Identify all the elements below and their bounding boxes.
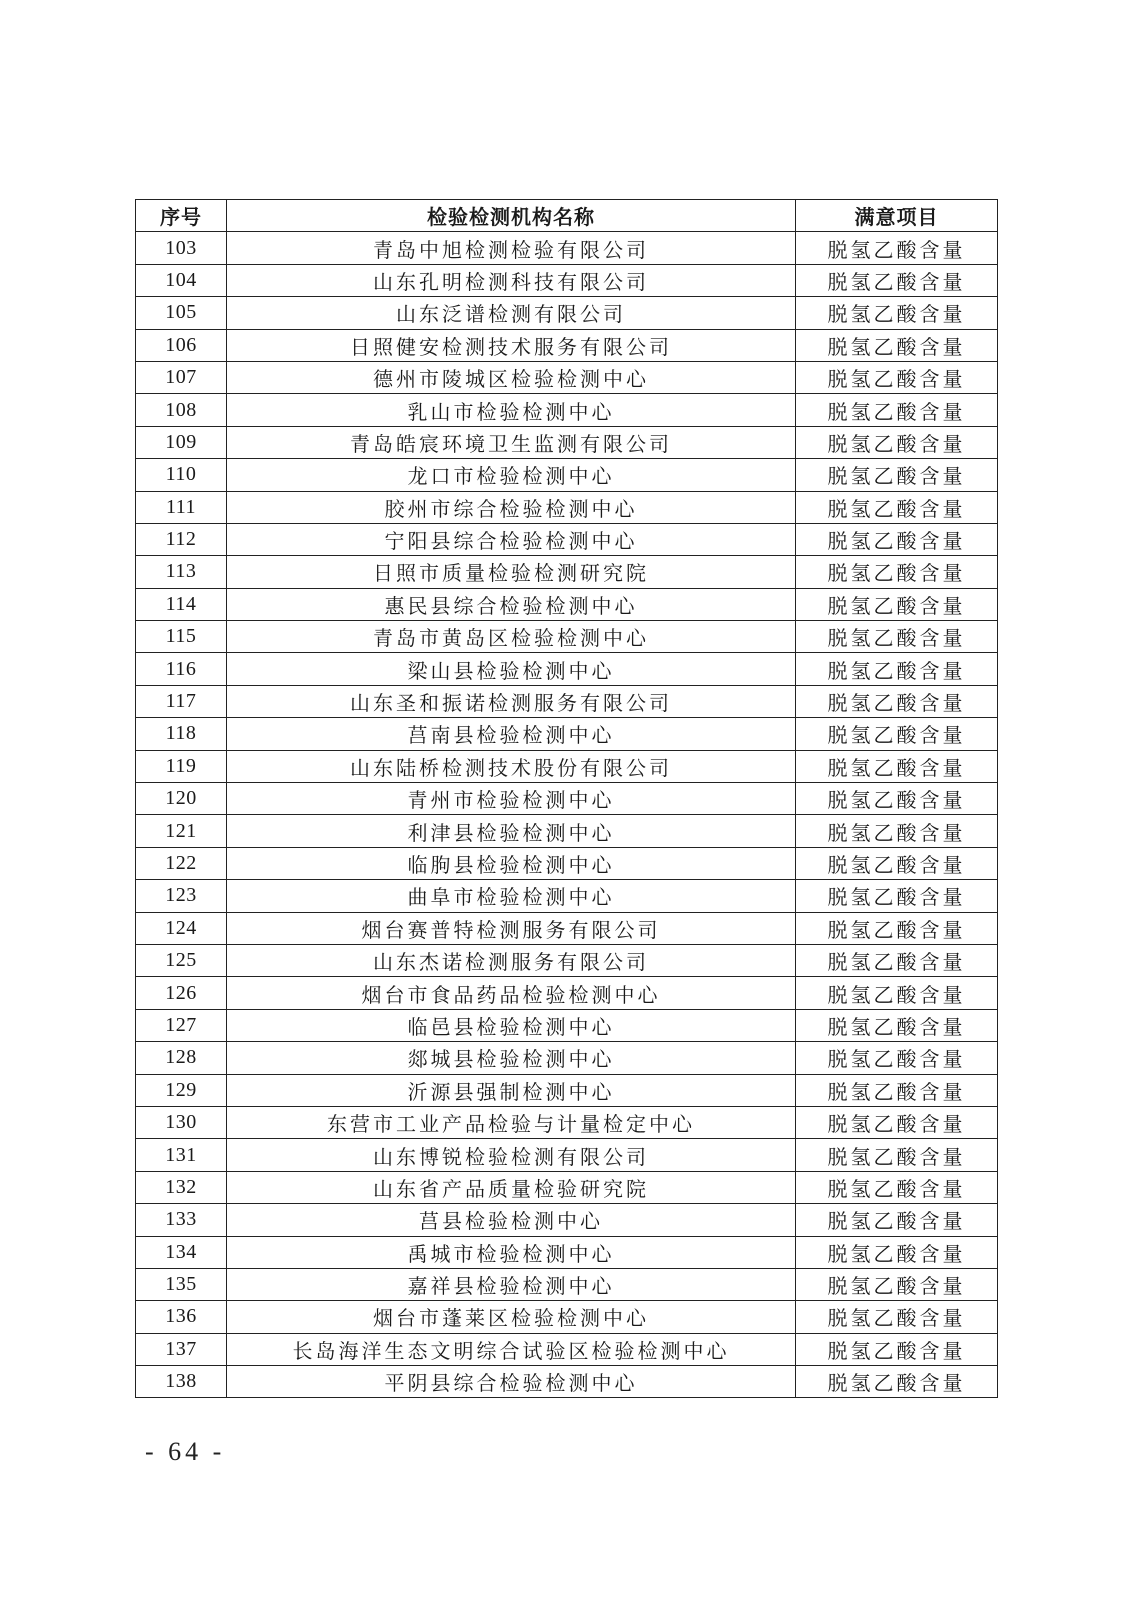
cell-satisfactory-item: 脱氢乙酸含量 <box>796 1139 998 1171</box>
cell-serial-number: 110 <box>136 459 227 491</box>
cell-serial-number: 123 <box>136 880 227 912</box>
cell-serial-number: 130 <box>136 1106 227 1138</box>
cell-serial-number: 120 <box>136 783 227 815</box>
cell-institution-name: 龙口市检验检测中心 <box>227 459 796 491</box>
cell-serial-number: 133 <box>136 1204 227 1236</box>
cell-institution-name: 平阴县综合检验检测中心 <box>227 1366 796 1398</box>
table-row <box>136 297 998 329</box>
cell-satisfactory-item: 脱氢乙酸含量 <box>796 426 998 458</box>
cell-satisfactory-item: 脱氢乙酸含量 <box>796 1204 998 1236</box>
cell-serial-number: 116 <box>136 653 227 685</box>
cell-institution-name: 山东博锐检验检测有限公司 <box>227 1139 796 1171</box>
cell-satisfactory-item: 脱氢乙酸含量 <box>796 944 998 976</box>
table-row <box>136 1268 998 1300</box>
table-row <box>136 718 998 750</box>
cell-serial-number: 126 <box>136 977 227 1009</box>
table-row <box>136 815 998 847</box>
cell-serial-number: 124 <box>136 912 227 944</box>
table-row <box>136 977 998 1009</box>
cell-satisfactory-item: 脱氢乙酸含量 <box>796 297 998 329</box>
cell-institution-name: 嘉祥县检验检测中心 <box>227 1268 796 1300</box>
cell-serial-number: 109 <box>136 426 227 458</box>
cell-institution-name: 青州市检验检测中心 <box>227 783 796 815</box>
cell-serial-number: 119 <box>136 750 227 782</box>
cell-satisfactory-item: 脱氢乙酸含量 <box>796 459 998 491</box>
cell-satisfactory-item: 脱氢乙酸含量 <box>796 685 998 717</box>
cell-serial-number: 138 <box>136 1366 227 1398</box>
table-row <box>136 783 998 815</box>
cell-institution-name: 烟台赛普特检测服务有限公司 <box>227 912 796 944</box>
table-row <box>136 1074 998 1106</box>
cell-satisfactory-item: 脱氢乙酸含量 <box>796 977 998 1009</box>
table-row <box>136 912 998 944</box>
table-row <box>136 232 998 264</box>
table-row <box>136 588 998 620</box>
cell-satisfactory-item: 脱氢乙酸含量 <box>796 1268 998 1300</box>
cell-satisfactory-item: 脱氢乙酸含量 <box>796 394 998 426</box>
cell-satisfactory-item: 脱氢乙酸含量 <box>796 491 998 523</box>
table-body <box>136 232 998 1398</box>
cell-satisfactory-item: 脱氢乙酸含量 <box>796 1074 998 1106</box>
table-row <box>136 426 998 458</box>
cell-satisfactory-item: 脱氢乙酸含量 <box>796 588 998 620</box>
cell-serial-number: 103 <box>136 232 227 264</box>
cell-satisfactory-item: 脱氢乙酸含量 <box>796 264 998 296</box>
cell-institution-name: 临邑县检验检测中心 <box>227 1009 796 1041</box>
table-row <box>136 621 998 653</box>
cell-serial-number: 134 <box>136 1236 227 1268</box>
cell-institution-name: 沂源县强制检测中心 <box>227 1074 796 1106</box>
cell-serial-number: 121 <box>136 815 227 847</box>
cell-serial-number: 113 <box>136 556 227 588</box>
cell-satisfactory-item: 脱氢乙酸含量 <box>796 523 998 555</box>
cell-institution-name: 青岛皓宸环境卫生监测有限公司 <box>227 426 796 458</box>
header-serial-number: 序号 <box>136 200 227 232</box>
table-row <box>136 264 998 296</box>
cell-satisfactory-item: 脱氢乙酸含量 <box>796 880 998 912</box>
cell-institution-name: 山东孔明检测科技有限公司 <box>227 264 796 296</box>
cell-institution-name: 山东泛谱检测有限公司 <box>227 297 796 329</box>
table-row <box>136 1366 998 1398</box>
cell-institution-name: 山东杰诺检测服务有限公司 <box>227 944 796 976</box>
table-row <box>136 329 998 361</box>
cell-serial-number: 128 <box>136 1042 227 1074</box>
cell-satisfactory-item: 脱氢乙酸含量 <box>796 556 998 588</box>
cell-serial-number: 122 <box>136 847 227 879</box>
cell-institution-name: 青岛中旭检测检验有限公司 <box>227 232 796 264</box>
table-row <box>136 1236 998 1268</box>
cell-satisfactory-item: 脱氢乙酸含量 <box>796 232 998 264</box>
table-row <box>136 880 998 912</box>
cell-serial-number: 136 <box>136 1301 227 1333</box>
cell-serial-number: 135 <box>136 1268 227 1300</box>
cell-serial-number: 131 <box>136 1139 227 1171</box>
cell-serial-number: 137 <box>136 1333 227 1365</box>
cell-institution-name: 东营市工业产品检验与计量检定中心 <box>227 1106 796 1138</box>
cell-institution-name: 曲阜市检验检测中心 <box>227 880 796 912</box>
table-row <box>136 1042 998 1074</box>
cell-institution-name: 烟台市蓬莱区检验检测中心 <box>227 1301 796 1333</box>
table-row <box>136 685 998 717</box>
institution-table <box>135 199 998 1398</box>
cell-institution-name: 日照健安检测技术服务有限公司 <box>227 329 796 361</box>
cell-serial-number: 108 <box>136 394 227 426</box>
cell-satisfactory-item: 脱氢乙酸含量 <box>796 1042 998 1074</box>
cell-satisfactory-item: 脱氢乙酸含量 <box>796 1366 998 1398</box>
cell-institution-name: 山东省产品质量检验研究院 <box>227 1171 796 1203</box>
cell-institution-name: 郯城县检验检测中心 <box>227 1042 796 1074</box>
cell-institution-name: 临朐县检验检测中心 <box>227 847 796 879</box>
cell-serial-number: 127 <box>136 1009 227 1041</box>
cell-institution-name: 德州市陵城区检验检测中心 <box>227 361 796 393</box>
cell-institution-name: 禹城市检验检测中心 <box>227 1236 796 1268</box>
cell-institution-name: 莒县检验检测中心 <box>227 1204 796 1236</box>
table-row <box>136 653 998 685</box>
cell-satisfactory-item: 脱氢乙酸含量 <box>796 329 998 361</box>
cell-institution-name: 青岛市黄岛区检验检测中心 <box>227 621 796 653</box>
table-row <box>136 556 998 588</box>
table-row <box>136 1171 998 1203</box>
header-institution-name: 检验检测机构名称 <box>227 200 796 232</box>
table-row <box>136 394 998 426</box>
table-row <box>136 491 998 523</box>
cell-satisfactory-item: 脱氢乙酸含量 <box>796 847 998 879</box>
cell-satisfactory-item: 脱氢乙酸含量 <box>796 1009 998 1041</box>
cell-satisfactory-item: 脱氢乙酸含量 <box>796 1106 998 1138</box>
cell-satisfactory-item: 脱氢乙酸含量 <box>796 1236 998 1268</box>
cell-serial-number: 112 <box>136 523 227 555</box>
cell-institution-name: 梁山县检验检测中心 <box>227 653 796 685</box>
table-row <box>136 1009 998 1041</box>
cell-institution-name: 长岛海洋生态文明综合试验区检验检测中心 <box>227 1333 796 1365</box>
cell-satisfactory-item: 脱氢乙酸含量 <box>796 750 998 782</box>
cell-institution-name: 日照市质量检验检测研究院 <box>227 556 796 588</box>
table-row <box>136 1301 998 1333</box>
table-row <box>136 1204 998 1236</box>
table-row <box>136 523 998 555</box>
cell-satisfactory-item: 脱氢乙酸含量 <box>796 1301 998 1333</box>
cell-serial-number: 125 <box>136 944 227 976</box>
table-row <box>136 361 998 393</box>
table-row <box>136 944 998 976</box>
cell-satisfactory-item: 脱氢乙酸含量 <box>796 912 998 944</box>
cell-institution-name: 烟台市食品药品检验检测中心 <box>227 977 796 1009</box>
cell-serial-number: 132 <box>136 1171 227 1203</box>
cell-institution-name: 莒南县检验检测中心 <box>227 718 796 750</box>
cell-serial-number: 118 <box>136 718 227 750</box>
cell-satisfactory-item: 脱氢乙酸含量 <box>796 653 998 685</box>
table-row <box>136 459 998 491</box>
cell-satisfactory-item: 脱氢乙酸含量 <box>796 783 998 815</box>
cell-institution-name: 山东陆桥检测技术股份有限公司 <box>227 750 796 782</box>
cell-serial-number: 105 <box>136 297 227 329</box>
cell-satisfactory-item: 脱氢乙酸含量 <box>796 621 998 653</box>
cell-institution-name: 山东圣和振诺检测服务有限公司 <box>227 685 796 717</box>
cell-institution-name: 宁阳县综合检验检测中心 <box>227 523 796 555</box>
header-satisfactory-item: 满意项目 <box>796 200 998 232</box>
table-row <box>136 847 998 879</box>
cell-serial-number: 106 <box>136 329 227 361</box>
cell-serial-number: 114 <box>136 588 227 620</box>
cell-serial-number: 104 <box>136 264 227 296</box>
cell-satisfactory-item: 脱氢乙酸含量 <box>796 815 998 847</box>
table-header-row <box>136 200 998 232</box>
cell-serial-number: 115 <box>136 621 227 653</box>
cell-satisfactory-item: 脱氢乙酸含量 <box>796 1171 998 1203</box>
cell-satisfactory-item: 脱氢乙酸含量 <box>796 718 998 750</box>
cell-institution-name: 乳山市检验检测中心 <box>227 394 796 426</box>
cell-institution-name: 胶州市综合检验检测中心 <box>227 491 796 523</box>
cell-satisfactory-item: 脱氢乙酸含量 <box>796 1333 998 1365</box>
cell-institution-name: 利津县检验检测中心 <box>227 815 796 847</box>
table-row <box>136 1333 998 1365</box>
table-row <box>136 1106 998 1138</box>
page-number: - 64 - <box>145 1437 226 1466</box>
cell-serial-number: 107 <box>136 361 227 393</box>
table-row <box>136 1139 998 1171</box>
cell-serial-number: 117 <box>136 685 227 717</box>
cell-serial-number: 111 <box>136 491 227 523</box>
cell-serial-number: 129 <box>136 1074 227 1106</box>
cell-satisfactory-item: 脱氢乙酸含量 <box>796 361 998 393</box>
cell-institution-name: 惠民县综合检验检测中心 <box>227 588 796 620</box>
table-row <box>136 750 998 782</box>
